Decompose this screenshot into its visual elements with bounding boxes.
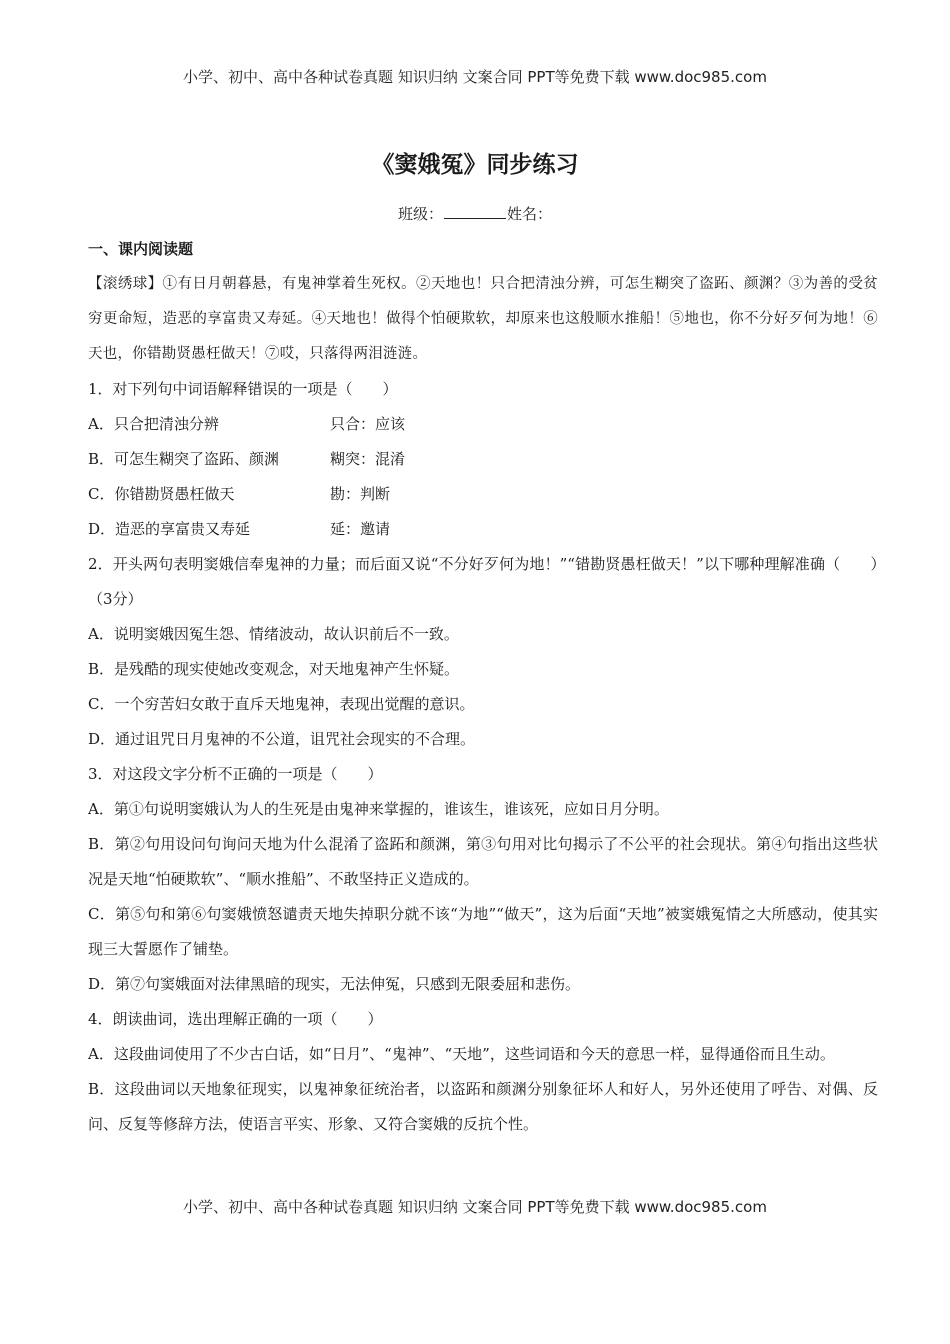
question-4-option: A．这段曲词使用了不少古白话，如“日月”、“鬼神”、“天地”，这些词语和今天的意思一样，显得通俗而且生动。 — [88, 1045, 835, 1063]
question-3-option: C．第⑤句和第⑥句窦娥愤怒谴责天地失掉职分就不该“为地”“做天”，这为后面“天地”被窦娥冤情之大所感动，使其实现三大誓愿作了铺垫。 — [88, 905, 878, 958]
passage-label: 【滚绣球】 — [88, 276, 163, 292]
question-2-option: A．说明窦娥因冤生怨、情绪波动，故认识前后不一致。 — [88, 625, 459, 643]
class-name-line — [0, 203, 950, 224]
class-blank — [444, 204, 506, 219]
question-2-option: D．通过诅咒日月鬼神的不公道，诅咒社会现实的不合理。 — [88, 730, 476, 748]
class-label: 班级： — [397, 205, 443, 223]
question-2-option: B．是残酷的现实使她改变观念，对天地鬼神产生怀疑。 — [88, 660, 460, 678]
question-3-option: B．第②句用设问句询问天地为什么混淆了盗跖和颜渊，第③句用对比句揭示了不公平的社会现状。第④句指出这些状况是天地“怕硬欺软”、“顺水推船”、不敢坚持正义造成的。 — [88, 835, 878, 888]
question-4-stem: 4．朗读曲词，选出理解正确的一项（ ） — [88, 1010, 383, 1028]
option-text: B．可怎生糊突了盗跖、颜渊 — [88, 450, 280, 468]
passage-text: ①有日月朝暮悬，有鬼神掌着生死权。②天地也！只合把清浊分辨，可怎生糊突了盗跖、颜渊？③为善的受贫穷更命短，造恶的享富贵又寿延。④天地也！做得个怕硬欺软，却原来也这般顺水推船！⑤地也，你不分好歹何为地！⑥天也，你错勘贤愚枉做天！⑦哎，只落得两泪涟涟。 — [88, 276, 878, 362]
question-1-stem: 1．对下列句中词语解释错误的一项是（ ） — [88, 380, 398, 398]
passage — [88, 267, 878, 372]
question-1-option — [88, 512, 878, 547]
document-body — [88, 236, 878, 1142]
question-3-stem: 3．对这段文字分析不正确的一项是（ ） — [88, 765, 383, 783]
option-text: C．你错勘贤愚枉做天 — [88, 485, 235, 503]
option-gloss: 勘：判断 — [330, 485, 391, 503]
question-1-option — [88, 442, 878, 477]
option-gloss: 糊突：混淆 — [330, 450, 406, 468]
option-text: D．造恶的享富贵又寿延 — [88, 520, 251, 538]
footer-banner: 小学、初中、高中各种试卷真题 知识归纳 文案合同 PPT等免费下载 www.doc985.com — [183, 1198, 767, 1216]
option-gloss: 延：邀请 — [330, 520, 391, 538]
option-text: A．只合把清浊分辨 — [88, 415, 219, 433]
name-label: 姓名： — [507, 205, 553, 223]
page-title: 《窦娥冤》同步练习 — [371, 152, 579, 178]
question-2-option: C．一个穷苦妇女敢于直斥天地鬼神，表现出觉醒的意识。 — [88, 695, 475, 713]
question-3-option: A．第①句说明窦娥认为人的生死是由鬼神来掌握的，谁该生，谁该死，应如日月分明。 — [88, 800, 669, 818]
header-banner: 小学、初中、高中各种试卷真题 知识归纳 文案合同 PPT等免费下载 www.doc985.com — [183, 68, 767, 86]
section-heading: 一、课内阅读题 — [88, 240, 194, 258]
question-1-option — [88, 407, 878, 442]
option-gloss: 只合：应该 — [330, 415, 406, 433]
question-3-option: D．第⑦句窦娥面对法律黑暗的现实，无法伸冤，只感到无限委屈和悲伤。 — [88, 975, 581, 993]
question-2-stem: 2．开头两句表明窦娥信奉鬼神的力量；而后面又说“不分好歹何为地！”“错勘贤愚枉做天！”以下哪种理解准确（ ）（3分） — [88, 555, 878, 608]
question-4-option: B．这段曲词以天地象征现实，以鬼神象征统治者，以盗跖和颜渊分别象征坏人和好人，另外还使用了呼告、对偶、反问、反复等修辞方法，使语言平实、形象、又符合窦娥的反抗个性。 — [88, 1080, 878, 1133]
question-1-option — [88, 477, 878, 512]
